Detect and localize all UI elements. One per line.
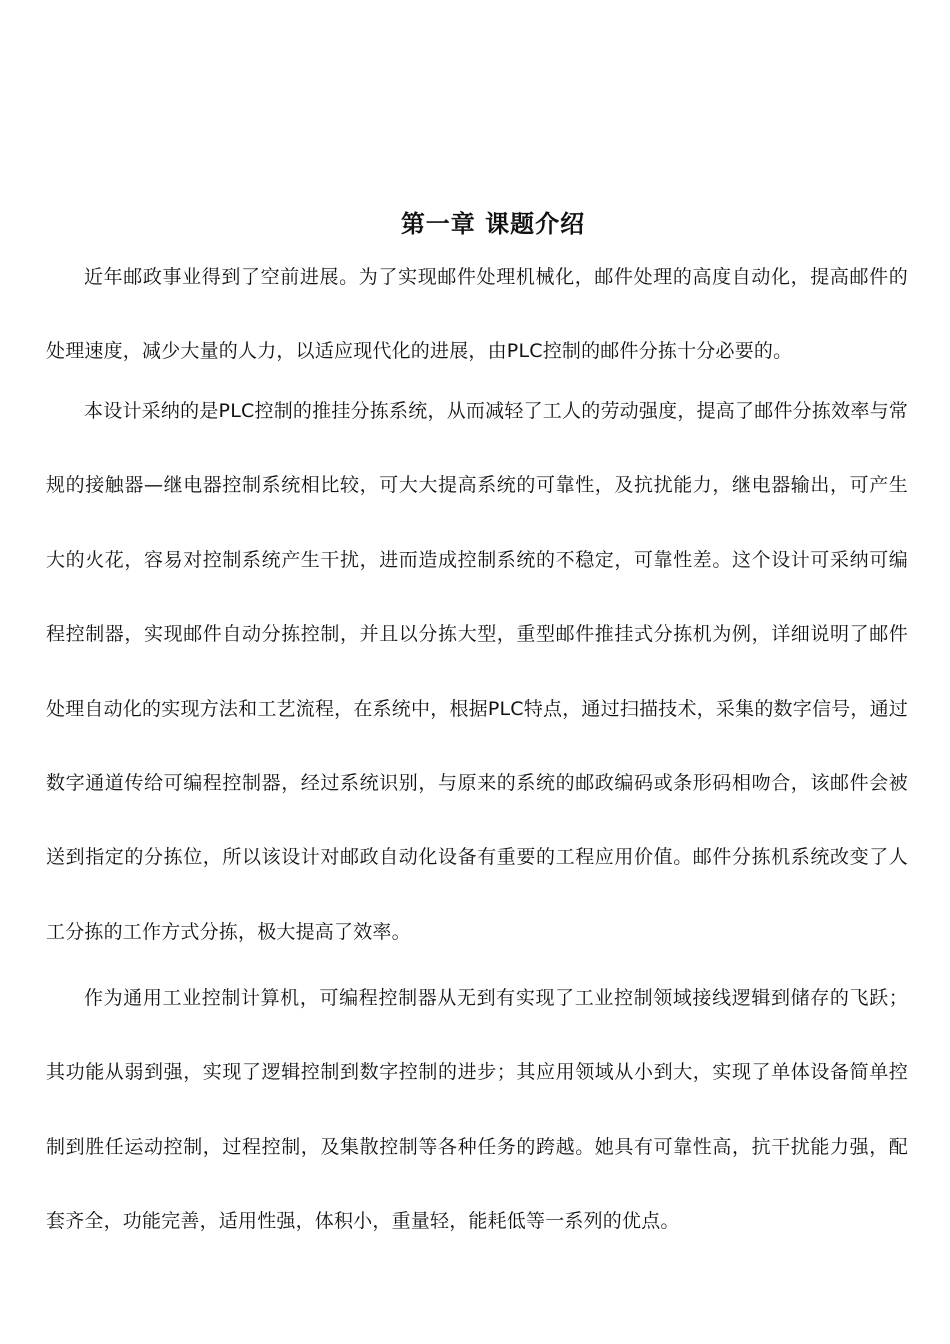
chapter-title: 第一章 课题介绍 [400,210,586,238]
body-text-3 [46,961,908,1259]
paragraph-1: 近年邮政事业得到了空前进展。为了实现邮件处理机械化，邮件处理的高度自动化，提高邮件的处理速度，减少大量的人力，以适应现代化的进展，由PLC控制的邮件分拣十分必要的。 [46,266,908,363]
paragraph-2: 本设计采纳的是PLC控制的推挂分拣系统，从而减轻了工人的劳动强度，提高了邮件分拣效率与常规的接触器—继电器控制系统相比较，可大大提高系统的可靠性，及抗扰能力，继电器输出，可产生大的火花，容易对控制系统产生干扰，进而造成控制系统的不稳定，可靠性差。这个设计可采纳可编程控制器，实现邮件自动分拣控制，并且以分拣大型，重型邮件推挂式分拣机为例，详细说明了邮件处理自动化的实现方法和工艺流程，在系统中，根据PLC特点，通过扫描技术，采集的数字信号，通过数字通道传给可编程控制器，经过系统识别，与原来的系统的邮政编码或条形码相吻合，该邮件会被送到指定的分拣位，所以该设计对邮政自动化设备有重要的工程应用价值。邮件分拣机系统改变了人工分拣的工作方式分拣，极大提高了效率。 [46,400,908,943]
body-text [46,240,908,389]
body-text-2 [46,374,908,969]
paragraph-3: 作为通用工业控制计算机，可编程控制器从无到有实现了工业控制领域接线逻辑到储存的飞跃；其功能从弱到强，实现了逻辑控制到数字控制的进步；其应用领域从小到大，实现了单体设备简单控制到胜任运动控制，过程控制，及集散控制等各种任务的跨越。她具有可靠性高，抗干扰能力强，配套齐全，功能完善，适用性强，体积小，重量轻，能耗低等一系列的优点。 [46,987,908,1233]
